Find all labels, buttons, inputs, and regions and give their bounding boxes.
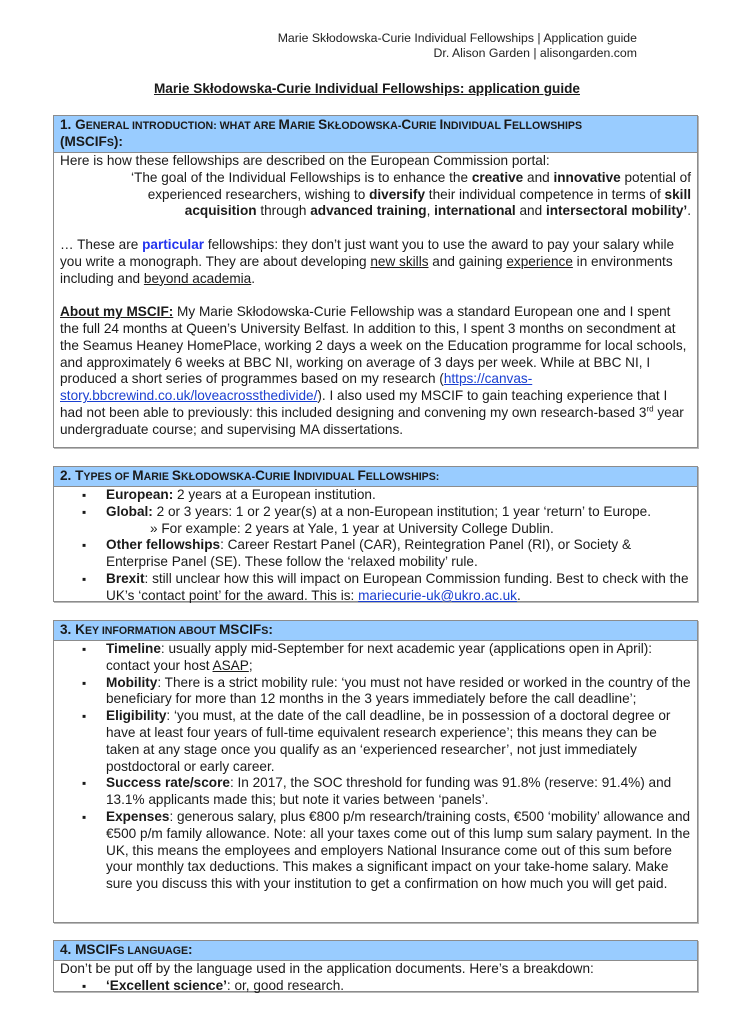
section-heading <box>54 621 697 641</box>
item-label: European: <box>106 487 174 502</box>
item-label: Brexit <box>106 570 145 586</box>
item-label: ‘Excellent science’ <box>106 977 227 993</box>
underlined-text: new skills <box>370 253 429 269</box>
section-heading <box>54 116 697 153</box>
heading-text: ENERAL INTRODUCTION: WHAT ARE <box>85 120 279 132</box>
page-header <box>278 31 637 61</box>
heading-text: EY INFORMATION ABOUT <box>84 625 219 637</box>
quote-bold: creative <box>471 169 524 185</box>
language-list <box>60 978 691 995</box>
about-label: About my MSCIF: <box>60 304 174 320</box>
heading-text: S <box>261 625 269 637</box>
heading-text: M <box>278 117 290 132</box>
quote-text: and <box>523 169 554 185</box>
item-text: : still unclear how this will impact on European Commission funding. Best to check with the UK’s ‘contact point’ for the award. This is: <box>106 570 689 603</box>
list-item <box>60 775 691 809</box>
intro-text: Don’t be put off by the language used in the application documents. Here’s a breakdown: <box>60 961 594 976</box>
para-text: in environments including and <box>60 253 673 286</box>
heading-text: F <box>357 468 366 483</box>
underlined-text: ASAP <box>212 657 249 673</box>
heading-text: S <box>318 117 328 132</box>
heading-text: S LANGUAGE <box>117 945 189 957</box>
item-label: Success rate/score <box>106 775 230 791</box>
item-label: Eligibility <box>106 708 167 724</box>
para-text: and gaining <box>428 253 507 269</box>
ec-quote <box>93 170 691 220</box>
item-text: ; <box>248 657 253 673</box>
heading-text: MSCIF <box>218 622 262 637</box>
item-label: Mobility <box>106 674 158 690</box>
heading-text: YPES OF <box>83 471 133 483</box>
heading-text: S <box>106 137 114 149</box>
item-text: : There is a strict mobility rule: ‘you must not have resided or worked in the country of the beneficiary for more than 12 months in the 3 years immediately before the call deadline’; <box>106 674 691 707</box>
quote-bold: innovative <box>553 169 621 185</box>
item-text: : ‘you must, at the date of the call deadline, be in possession of a doctoral degree or have at least four years of full-time equivalent research experience’; this means they can be taken at any stage once you qualify as an ‘experienced researcher’, not just immediately postdoctoral or early career. <box>106 708 671 774</box>
section-body <box>54 641 697 893</box>
section-key-information <box>53 620 698 923</box>
quote-text: , <box>426 203 435 219</box>
heading-text: KŁODOWSKA- <box>327 120 402 132</box>
heading-text: F <box>503 117 512 132</box>
item-text: : generous salary, plus €800 p/m research/training costs, €500 ‘mobility’ allowance and €500 p/m family allowance. Note: all your taxes come out of this lump sum salary payment. In the UK, this means the employees and employers National Insurance come out of this sum before your monthly tax deductions. This makes a significant impact on your take-home salary. Make sure you discuss this with your institution to get a confirmation on how much you will get paid. <box>106 808 691 892</box>
quote-text: their individual competence in terms of <box>425 186 665 202</box>
key-info-list <box>60 641 691 893</box>
list-item <box>60 708 691 775</box>
heading-text: ARIE <box>289 120 319 132</box>
quote-text: ‘The goal of the Individual Fellowships is to enhance the <box>131 169 472 185</box>
item-text: : In 2017, the SOC threshold for funding was 91.8% (reserve: 91.4%) and 13.1% applicants made this; but note it varies between ‘panels’. <box>106 775 672 808</box>
para-text: My Marie Skłodowska-Curie Fellowship was a standard European one and I spent the full 24 months at Queen’s University Belfast. In addition to this, I spent 3 months on secondment at the Seamus Heaney HomePlace, working 2 days a week on the Education programme for local schools, and approximately 6 weeks at BBC NI, working on average of 3 days per week. While at BBC NI, I produced a short series of programmes based on my research ( <box>60 304 687 387</box>
quote-text: and <box>515 203 546 219</box>
fellowship-types-list <box>60 487 691 605</box>
heading-text: ARIE <box>143 471 172 483</box>
para-text: fellowships: they don’t just want you to use the award to pay your salary while you write a monograph. They are about developing <box>60 236 675 269</box>
list-item <box>60 978 691 995</box>
intro-text: Here is how these fellowships are described on the European Commission portal: <box>60 153 550 168</box>
section-body <box>54 153 697 439</box>
item-label: Global: <box>106 503 153 519</box>
quote-bold: international <box>434 203 516 219</box>
section-types-of-fellowships <box>53 466 698 602</box>
quote-bold: diversify <box>369 186 426 202</box>
section-heading <box>54 467 697 487</box>
superscript: rd <box>646 404 654 414</box>
heading-text: URIE <box>411 120 440 132</box>
ukro-email-link[interactable]: mariecurie-uk@ukro.ac.uk <box>358 587 517 603</box>
heading-text: C <box>401 117 412 132</box>
heading-text: 4. MSCIF <box>60 942 118 957</box>
list-item <box>60 571 691 605</box>
particular-paragraph <box>60 237 691 287</box>
heading-text: NDIVIDUAL <box>297 471 358 483</box>
document-title: Marie Skłodowska-Curie Individual Fellowships: application guide <box>153 81 580 96</box>
quote-text: through <box>256 203 311 219</box>
item-text: 2 or 3 years: 1 or 2 year(s) at a non-European institution; 1 year ‘return’ to Europe. <box>152 503 652 519</box>
heading-text: 2. T <box>60 468 84 483</box>
item-label: Expenses <box>106 808 170 824</box>
para-text: ). I also used my MSCIF to gain teaching experience that I had not been able to previously: this included designing and convening my own research-based 3 <box>60 388 668 420</box>
para-text: year undergraduate course; and supervising MA dissertations. <box>60 404 684 437</box>
heading-text: S <box>171 468 181 483</box>
heading-text: : <box>268 622 273 637</box>
section-body <box>54 961 697 995</box>
heading-text: KŁODOWSKA- <box>180 471 256 483</box>
para-text: … These are <box>60 236 143 252</box>
section-heading <box>54 941 697 961</box>
underlined-text: experience <box>506 253 573 269</box>
quote-text: . <box>687 203 691 219</box>
heading-text: NDIVIDUAL <box>443 120 504 132</box>
list-item <box>60 809 691 893</box>
about-my-mscif-paragraph <box>60 304 691 438</box>
para-text: . <box>251 270 256 286</box>
item-text: . <box>516 587 521 603</box>
list-item <box>60 675 691 709</box>
heading-text: 3. K <box>60 622 85 637</box>
item-label: Other fellowships <box>106 537 221 553</box>
highlight-word: particular <box>142 236 205 252</box>
heading-text: URIE <box>264 471 294 483</box>
underlined-text: beyond academia <box>143 270 252 286</box>
heading-text: I <box>439 117 444 132</box>
list-item <box>60 487 691 504</box>
quote-bold: skill acquisition <box>184 186 691 219</box>
heading-text: : <box>188 942 193 957</box>
header-line-title: Marie Skłodowska-Curie Individual Fellowships | Application guide <box>277 31 637 45</box>
heading-text: ELLOWSHIPS: <box>365 471 440 483</box>
quote-text: potential of experienced researchers, wishing to <box>147 169 691 202</box>
section-mscifs-language <box>53 940 698 992</box>
item-text: : Career Restart Panel (CAR), Reintegration Panel (RI), or Society & Enterprise Panel (SE). These follow the ‘relaxed mobility’ rule. <box>106 537 632 570</box>
heading-text: ELLOWSHIPS <box>511 120 583 132</box>
heading-text: ): <box>113 134 123 149</box>
heading-text: M <box>132 468 144 483</box>
header-line-author: Dr. Alison Garden | alisongarden.com <box>433 46 637 60</box>
item-text: : usually apply mid-September for next academic year (applications open in April): contact your host <box>106 641 653 673</box>
section-general-introduction <box>53 115 698 448</box>
quote-bold: intersectoral mobility’ <box>545 203 688 219</box>
list-item <box>60 641 691 675</box>
heading-text: 1. G <box>60 117 86 132</box>
heading-text: I <box>293 468 297 483</box>
section-body <box>54 487 697 605</box>
item-text: 2 years at a European institution. <box>173 487 376 502</box>
heading-text: C <box>255 468 265 483</box>
list-item <box>60 537 691 571</box>
item-text: : or, good research. <box>226 977 345 993</box>
bbc-story-link[interactable]: https://canvas-story.bbcrewind.co.uk/loveacrossthedivide/ <box>60 371 533 404</box>
quote-bold: advanced training <box>310 203 427 219</box>
list-item <box>60 504 691 521</box>
item-label: Timeline <box>106 641 161 656</box>
sub-item-example: » For example: 2 years at Yale, 1 year at University College Dublin. <box>150 520 554 536</box>
heading-text: (MSCIF <box>60 134 107 149</box>
